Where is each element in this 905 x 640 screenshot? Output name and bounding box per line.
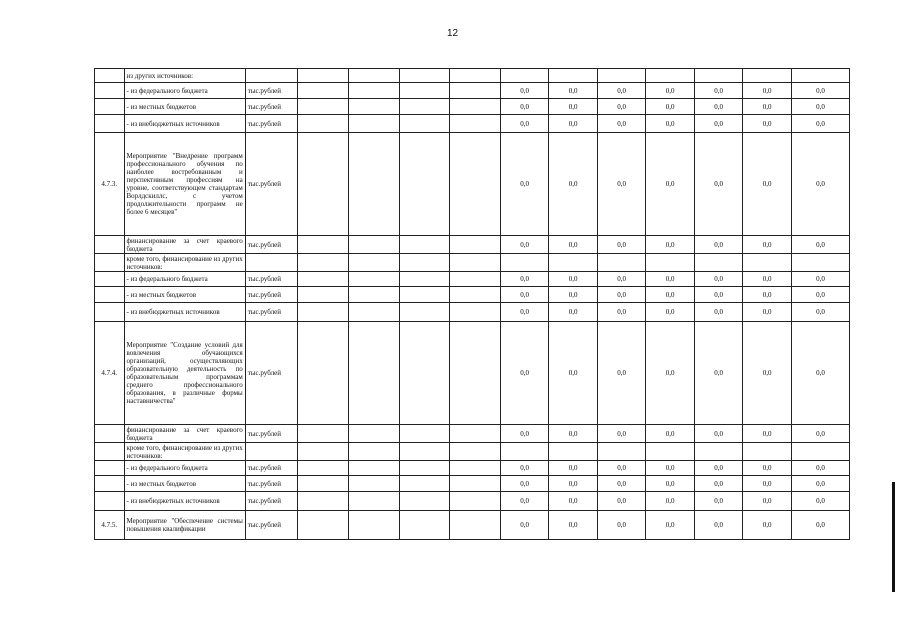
value-cell: 0,0 [743, 476, 792, 492]
value-cell [743, 69, 792, 83]
empty-cell [450, 115, 501, 133]
table-row [95, 443, 850, 461]
value-cell: 0,0 [743, 425, 792, 443]
value-cell: 0,0 [597, 461, 646, 476]
item-name-cell: - из федерального бюджета [124, 272, 245, 287]
item-name-cell: Мероприятие "Создание условий для вовлечения обучающихся организаций, осуществляющих образовательную деятельность по образовательным программам среднего профессионального образования, в различные формы наставничества" [124, 322, 245, 425]
value-cell: 0,0 [694, 476, 743, 492]
value-cell [646, 254, 695, 272]
value-cell: 0,0 [743, 115, 792, 133]
value-cell: 0,0 [500, 461, 549, 476]
empty-cell [349, 322, 400, 425]
value-cell: 0,0 [500, 476, 549, 492]
empty-cell [399, 511, 450, 540]
unit-cell: тыс.рублей [245, 425, 298, 443]
value-cell: 0,0 [549, 115, 598, 133]
value-cell: 0,0 [549, 461, 598, 476]
item-code-cell [95, 287, 125, 303]
empty-cell [349, 115, 400, 133]
table-row [95, 492, 850, 511]
empty-cell [450, 492, 501, 511]
empty-cell [399, 115, 450, 133]
value-cell: 0,0 [694, 83, 743, 99]
value-cell: 0,0 [694, 287, 743, 303]
value-cell: 0,0 [549, 322, 598, 425]
empty-cell [399, 99, 450, 115]
value-cell: 0,0 [646, 476, 695, 492]
item-code-cell [95, 443, 125, 461]
empty-cell [450, 69, 501, 83]
value-cell [500, 443, 549, 461]
empty-cell [450, 461, 501, 476]
value-cell: 0,0 [791, 115, 849, 133]
item-code-cell [95, 272, 125, 287]
value-cell [646, 443, 695, 461]
empty-cell [349, 69, 400, 83]
item-code-cell: 4.7.5. [95, 511, 125, 540]
empty-cell [298, 322, 349, 425]
value-cell [549, 254, 598, 272]
value-cell: 0,0 [500, 99, 549, 115]
value-cell: 0,0 [597, 425, 646, 443]
value-cell: 0,0 [743, 287, 792, 303]
table-row [95, 303, 850, 322]
empty-cell [349, 99, 400, 115]
empty-cell [298, 272, 349, 287]
value-cell: 0,0 [791, 322, 849, 425]
empty-cell [298, 287, 349, 303]
empty-cell [298, 99, 349, 115]
item-name-cell: Мероприятие "Внедрение программ профессионального обучения по наиболее востребованным и перспективным профессиям на уровне, соответствующем стандартам Ворлдскиллс, с учетом продолжительности программ не более 6 месяцев" [124, 133, 245, 236]
value-cell: 0,0 [549, 303, 598, 322]
unit-cell [245, 443, 298, 461]
table-row [95, 69, 850, 83]
value-cell: 0,0 [646, 272, 695, 287]
value-cell: 0,0 [597, 236, 646, 254]
value-cell: 0,0 [743, 461, 792, 476]
value-cell: 0,0 [791, 476, 849, 492]
item-code-cell [95, 492, 125, 511]
value-cell: 0,0 [549, 492, 598, 511]
empty-cell [298, 236, 349, 254]
empty-cell [450, 236, 501, 254]
value-cell: 0,0 [694, 272, 743, 287]
empty-cell [399, 83, 450, 99]
empty-cell [450, 272, 501, 287]
unit-cell: тыс.рублей [245, 511, 298, 540]
unit-cell: тыс.рублей [245, 461, 298, 476]
item-name-cell: финансирование за счет краевого бюджета [124, 236, 245, 254]
item-name-cell: кроме того, финансирование из других источников: [124, 254, 245, 272]
empty-cell [399, 272, 450, 287]
value-cell [597, 69, 646, 83]
empty-cell [349, 511, 400, 540]
table-row [95, 115, 850, 133]
value-cell: 0,0 [694, 133, 743, 236]
empty-cell [298, 443, 349, 461]
empty-cell [298, 115, 349, 133]
value-cell: 0,0 [743, 133, 792, 236]
value-cell: 0,0 [500, 236, 549, 254]
item-code-cell [95, 69, 125, 83]
item-name-cell: из других источников: [124, 69, 245, 83]
item-name-cell: - из местных бюджетов [124, 476, 245, 492]
item-name-cell: - из федерального бюджета [124, 83, 245, 99]
empty-cell [298, 69, 349, 83]
empty-cell [349, 287, 400, 303]
value-cell: 0,0 [500, 115, 549, 133]
value-cell: 0,0 [500, 287, 549, 303]
value-cell: 0,0 [549, 287, 598, 303]
value-cell [743, 443, 792, 461]
value-cell: 0,0 [791, 492, 849, 511]
value-cell: 0,0 [646, 303, 695, 322]
value-cell: 0,0 [791, 99, 849, 115]
value-cell: 0,0 [500, 133, 549, 236]
unit-cell: тыс.рублей [245, 236, 298, 254]
item-name-cell: - из внебюджетных источников [124, 303, 245, 322]
empty-cell [399, 236, 450, 254]
value-cell: 0,0 [597, 476, 646, 492]
empty-cell [298, 133, 349, 236]
value-cell: 0,0 [500, 425, 549, 443]
value-cell: 0,0 [597, 99, 646, 115]
value-cell [500, 69, 549, 83]
value-cell: 0,0 [597, 83, 646, 99]
empty-cell [399, 476, 450, 492]
value-cell: 0,0 [500, 322, 549, 425]
value-cell: 0,0 [694, 322, 743, 425]
item-name-cell: - из федерального бюджета [124, 461, 245, 476]
empty-cell [349, 254, 400, 272]
value-cell: 0,0 [743, 83, 792, 99]
value-cell: 0,0 [597, 511, 646, 540]
value-cell: 0,0 [791, 287, 849, 303]
value-cell: 0,0 [646, 425, 695, 443]
empty-cell [399, 287, 450, 303]
empty-cell [298, 425, 349, 443]
empty-cell [399, 425, 450, 443]
empty-cell [298, 476, 349, 492]
value-cell: 0,0 [646, 236, 695, 254]
empty-cell [399, 322, 450, 425]
empty-cell [450, 83, 501, 99]
item-code-cell [95, 476, 125, 492]
value-cell [694, 443, 743, 461]
value-cell [791, 69, 849, 83]
value-cell: 0,0 [549, 236, 598, 254]
item-name-cell: - из местных бюджетов [124, 99, 245, 115]
empty-cell [399, 69, 450, 83]
empty-cell [450, 254, 501, 272]
value-cell: 0,0 [646, 133, 695, 236]
value-cell [743, 254, 792, 272]
binder-mark [892, 482, 895, 592]
item-name-cell: - из внебюджетных источников [124, 492, 245, 511]
value-cell [549, 443, 598, 461]
value-cell: 0,0 [743, 272, 792, 287]
item-name-cell: кроме того, финансирование из других источников: [124, 443, 245, 461]
empty-cell [349, 303, 400, 322]
value-cell: 0,0 [694, 511, 743, 540]
table-row [95, 511, 850, 540]
value-cell [646, 69, 695, 83]
value-cell: 0,0 [549, 99, 598, 115]
item-code-cell [95, 115, 125, 133]
empty-cell [349, 236, 400, 254]
empty-cell [349, 83, 400, 99]
value-cell [791, 254, 849, 272]
value-cell: 0,0 [597, 133, 646, 236]
item-name-cell: финансирование за счет краевого бюджета [124, 425, 245, 443]
item-code-cell [95, 303, 125, 322]
empty-cell [349, 272, 400, 287]
value-cell: 0,0 [743, 236, 792, 254]
value-cell: 0,0 [597, 303, 646, 322]
table-row [95, 476, 850, 492]
empty-cell [450, 303, 501, 322]
value-cell [791, 443, 849, 461]
empty-cell [450, 99, 501, 115]
value-cell: 0,0 [549, 133, 598, 236]
value-cell [549, 69, 598, 83]
value-cell: 0,0 [500, 511, 549, 540]
item-code-cell [95, 461, 125, 476]
value-cell: 0,0 [646, 492, 695, 511]
value-cell: 0,0 [597, 115, 646, 133]
value-cell: 0,0 [549, 83, 598, 99]
value-cell [694, 254, 743, 272]
empty-cell [399, 254, 450, 272]
value-cell: 0,0 [500, 83, 549, 99]
value-cell: 0,0 [694, 492, 743, 511]
item-code-cell [95, 254, 125, 272]
empty-cell [349, 461, 400, 476]
empty-cell [298, 461, 349, 476]
unit-cell: тыс.рублей [245, 115, 298, 133]
value-cell: 0,0 [646, 322, 695, 425]
table-row [95, 461, 850, 476]
item-code-cell: 4.7.3. [95, 133, 125, 236]
empty-cell [298, 254, 349, 272]
value-cell [597, 443, 646, 461]
value-cell: 0,0 [791, 303, 849, 322]
empty-cell [298, 492, 349, 511]
table-row [95, 287, 850, 303]
unit-cell: тыс.рублей [245, 476, 298, 492]
unit-cell: тыс.рублей [245, 492, 298, 511]
table-row [95, 272, 850, 287]
value-cell: 0,0 [500, 303, 549, 322]
empty-cell [450, 443, 501, 461]
value-cell [500, 254, 549, 272]
unit-cell: тыс.рублей [245, 272, 298, 287]
value-cell: 0,0 [791, 133, 849, 236]
value-cell: 0,0 [646, 461, 695, 476]
value-cell: 0,0 [694, 99, 743, 115]
item-code-cell [95, 236, 125, 254]
item-code-cell [95, 83, 125, 99]
unit-cell: тыс.рублей [245, 303, 298, 322]
value-cell: 0,0 [500, 492, 549, 511]
value-cell: 0,0 [549, 425, 598, 443]
value-cell: 0,0 [500, 272, 549, 287]
value-cell: 0,0 [694, 303, 743, 322]
empty-cell [450, 322, 501, 425]
unit-cell: тыс.рублей [245, 322, 298, 425]
value-cell: 0,0 [549, 511, 598, 540]
value-cell: 0,0 [791, 461, 849, 476]
unit-cell: тыс.рублей [245, 83, 298, 99]
table-row [95, 236, 850, 254]
table-row [95, 133, 850, 236]
budget-table [94, 68, 850, 540]
empty-cell [298, 83, 349, 99]
value-cell [694, 69, 743, 83]
value-cell: 0,0 [694, 115, 743, 133]
empty-cell [399, 133, 450, 236]
item-code-cell [95, 425, 125, 443]
value-cell: 0,0 [694, 425, 743, 443]
value-cell: 0,0 [646, 83, 695, 99]
value-cell: 0,0 [791, 425, 849, 443]
empty-cell [450, 425, 501, 443]
value-cell: 0,0 [743, 99, 792, 115]
empty-cell [450, 287, 501, 303]
empty-cell [298, 511, 349, 540]
empty-cell [450, 133, 501, 236]
value-cell: 0,0 [549, 272, 598, 287]
value-cell: 0,0 [646, 99, 695, 115]
table-row [95, 425, 850, 443]
table-row [95, 322, 850, 425]
empty-cell [450, 476, 501, 492]
empty-cell [450, 511, 501, 540]
value-cell: 0,0 [694, 461, 743, 476]
empty-cell [349, 476, 400, 492]
table-row [95, 99, 850, 115]
unit-cell [245, 69, 298, 83]
value-cell: 0,0 [791, 511, 849, 540]
value-cell: 0,0 [791, 236, 849, 254]
value-cell: 0,0 [549, 476, 598, 492]
item-code-cell: 4.7.4. [95, 322, 125, 425]
value-cell: 0,0 [597, 272, 646, 287]
empty-cell [349, 492, 400, 511]
value-cell: 0,0 [694, 236, 743, 254]
value-cell: 0,0 [597, 492, 646, 511]
empty-cell [298, 303, 349, 322]
value-cell: 0,0 [791, 83, 849, 99]
value-cell: 0,0 [646, 115, 695, 133]
empty-cell [399, 461, 450, 476]
empty-cell [349, 133, 400, 236]
unit-cell: тыс.рублей [245, 287, 298, 303]
value-cell: 0,0 [743, 492, 792, 511]
value-cell: 0,0 [646, 287, 695, 303]
empty-cell [399, 443, 450, 461]
value-cell: 0,0 [743, 511, 792, 540]
empty-cell [349, 425, 400, 443]
value-cell: 0,0 [791, 272, 849, 287]
table-row [95, 254, 850, 272]
empty-cell [399, 303, 450, 322]
page-number: 12 [446, 28, 459, 39]
unit-cell: тыс.рублей [245, 133, 298, 236]
unit-cell [245, 254, 298, 272]
item-name-cell: - из внебюджетных источников [124, 115, 245, 133]
value-cell: 0,0 [743, 303, 792, 322]
item-name-cell: - из местных бюджетов [124, 287, 245, 303]
item-name-cell: Мероприятие "Обеспечение системы повышения квалификации [124, 511, 245, 540]
table-row [95, 83, 850, 99]
value-cell: 0,0 [597, 322, 646, 425]
value-cell: 0,0 [743, 322, 792, 425]
value-cell: 0,0 [646, 511, 695, 540]
value-cell: 0,0 [597, 287, 646, 303]
empty-cell [349, 443, 400, 461]
value-cell [597, 254, 646, 272]
empty-cell [399, 492, 450, 511]
unit-cell: тыс.рублей [245, 99, 298, 115]
item-code-cell [95, 99, 125, 115]
